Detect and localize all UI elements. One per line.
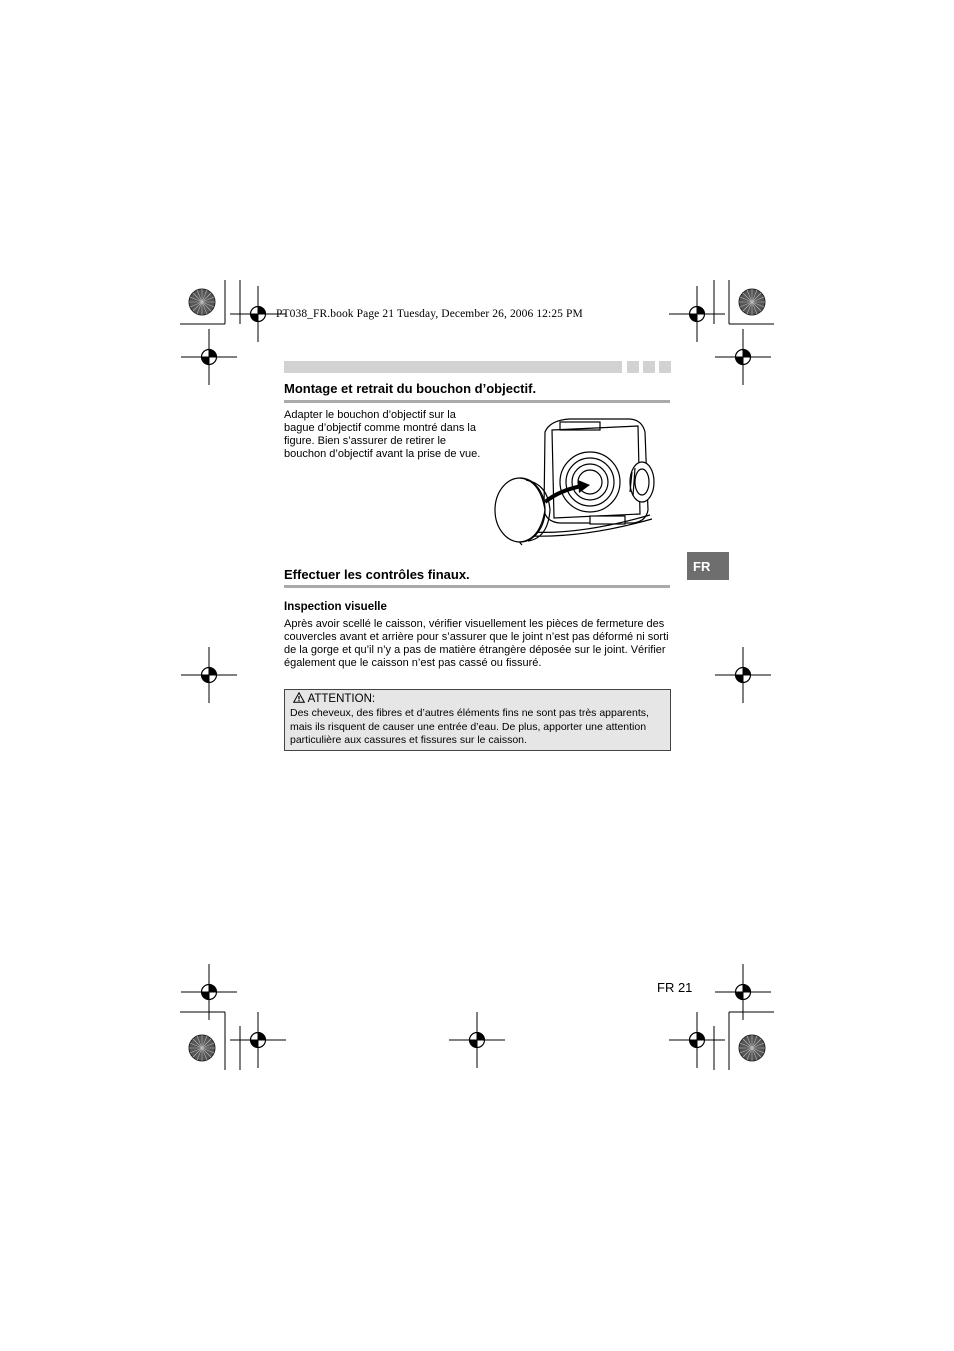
header-square <box>643 361 655 373</box>
header-square <box>659 361 671 373</box>
header-square <box>627 361 639 373</box>
warning-triangle-icon <box>293 692 305 703</box>
attention-title-label: ATTENTION: <box>307 693 376 705</box>
attention-title <box>293 692 375 705</box>
attention-box <box>284 689 671 751</box>
header-bar <box>284 361 622 373</box>
language-tab: FR <box>687 552 729 580</box>
housing-lens-cap-illustration <box>490 410 665 550</box>
section-rule <box>284 585 670 588</box>
subsection-title-visual-inspection: Inspection visuelle <box>284 601 387 613</box>
section-title-final-checks: Effectuer les contrôles finaux. <box>284 567 470 582</box>
attention-text: Des cheveux, des fibres et d’autres éléments fins ne sont pas très apparents, mais ils risquent de causer une entrée d’eau. De plus, apporter une attention particulière aux cassures et fissures sur le caisson. <box>290 707 649 746</box>
section-title-lens-cap: Montage et retrait du bouchon d’objectif. <box>284 381 537 396</box>
page-number: FR 21 <box>657 980 693 995</box>
section-rule <box>284 400 670 403</box>
lens-cap-instructions: Adapter le bouchon d’objectif sur la bague d’objectif comme montré dans la figure. Bien s’assurer de retirer le bouchon d’objectif avant la prise de vue. <box>284 409 481 460</box>
visual-inspection-text: Après avoir scellé le caisson, vérifier visuellement les pièces de fermeture des couvercles avant et arrière pour s’assurer que le joint n’est pas déformé ni sorti de la gorge et qu’il n’y a pas de matière étrangère déposée sur le joint. Vérifier également que le caisson n’est pas cassé ou fissuré. <box>284 618 669 669</box>
print-info-line: PT038_FR.book Page 21 Tuesday, December 26, 2006 12:25 PM <box>276 308 583 320</box>
